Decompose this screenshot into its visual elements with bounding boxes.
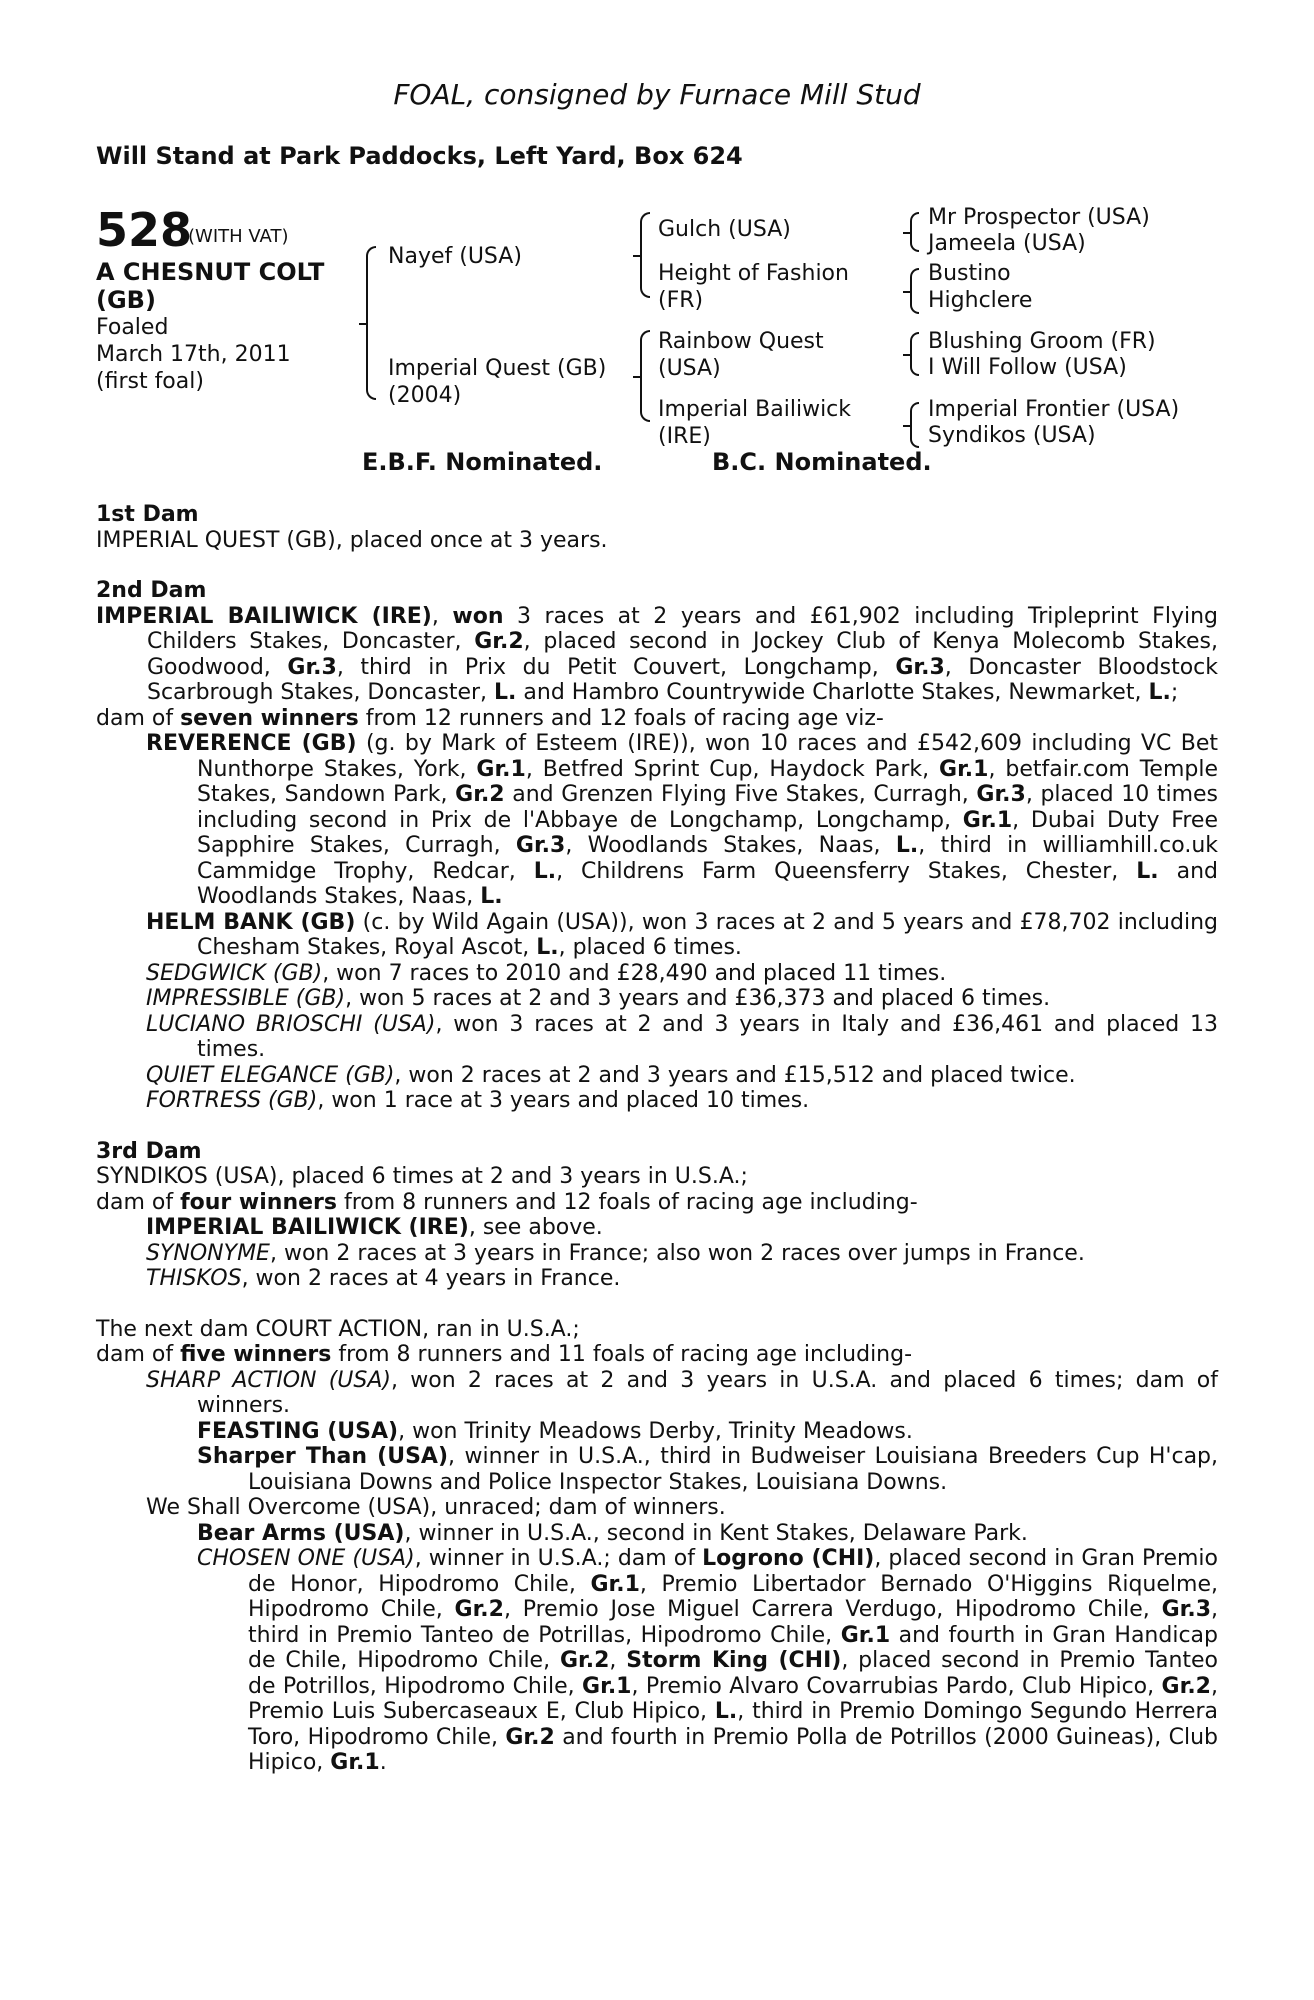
- sire-sire-name: Gulch (USA): [658, 217, 791, 242]
- next-dam-produce-summary: dam of five winners from 8 runners and 11 foals of racing age including-: [96, 1342, 913, 1367]
- ebf-nomination: E.B.F. Nominated.: [362, 448, 603, 476]
- first-dam-heading: 1st Dam: [96, 502, 199, 527]
- pedigree-brace-g34: [910, 268, 919, 314]
- dam-dam-name: Imperial Bailiwick (IRE): [658, 397, 852, 449]
- next-dam-text: The next dam COURT ACTION, ran in U.S.A.;: [96, 1316, 580, 1342]
- third-dam-produce-summary: dam of four winners from 8 runners and 12 foals of racing age including-: [96, 1189, 918, 1215]
- third-dam-heading: 3rd Dam: [96, 1138, 202, 1164]
- g4-name: Highclere: [928, 288, 1033, 313]
- produce-chosen-one: CHOSEN ONE (USA), winner in U.S.A.; dam of Logrono (CHI), placed second in Gran Premio de Honor, Hipodromo Chile, Gr.1, Premio Libertador Bernado O'Higgins Riquelme, Hipodromo Chile, Gr.2, Premio Jose Miguel Carrera Verdugo, Hipodromo Chile, Gr.3, third in Premio Tanteo de Potrillas, Hipodromo Chile, Gr.1 and fourth in Gran Handicap de Chile, Hipodromo Chile, Gr.2, Storm King (CHI), placed second in Premio Tanteo de Potrillos, Hipodromo Chile, Gr.1, Premio Alvaro Covarrubias Pardo, Club Hipico, Gr.2, Premio Luis Subercaseaux E, Club Hipico, L., third in Premio Domingo Segundo Herrera Toro, Hipodromo Chile, Gr.2 and fourth in Premio Polla de Potrillos (2000 Guineas), Club Hipico, Gr.1.: [197, 1546, 1219, 1775]
- produce-synonyme: SYNONYME, won 2 races at 3 years in France; also won 2 races over jumps in France.: [146, 1240, 1085, 1266]
- sire-name: Nayef (USA): [388, 244, 522, 269]
- produce-feasting: FEASTING (USA), won Trinity Meadows Derby, Trinity Meadows.: [197, 1418, 913, 1444]
- produce-imperial-bailiwick: IMPERIAL BAILIWICK (IRE), see above.: [146, 1215, 603, 1240]
- dam-name: IMPERIAL BAILIWICK (IRE): [96, 603, 432, 629]
- stabling-location: Will Stand at Park Paddocks, Left Yard, Box 624: [96, 142, 743, 170]
- produce-fortress: FORTRESS (GB), won 1 race at 3 years and placed 10 times.: [146, 1088, 810, 1113]
- pedigree-brace-g56: [910, 332, 919, 376]
- foaled-label: Foaled: [96, 315, 169, 340]
- produce-luciano-brioschi: LUCIANO BRIOSCHI (USA), won 3 races at 2 and 3 years in Italy and £36,461 and placed 13 times.: [146, 1011, 1219, 1062]
- g3-name: Bustino: [928, 261, 1011, 286]
- dam-name: Imperial Quest (GB) (2004): [388, 356, 607, 408]
- g5-name: Blushing Groom (FR): [928, 329, 1156, 354]
- second-dam-produce-summary: dam of seven winners from 12 runners and 12 foals of racing age viz-: [96, 705, 884, 731]
- foaled-info: [96, 314, 291, 395]
- g7-name: Imperial Frontier (USA): [928, 397, 1180, 422]
- produce-we-shall-overcome: We Shall Overcome (USA), unraced; dam of winners.: [146, 1495, 726, 1520]
- consignor-header: FOAL, consigned by Furnace Mill Stud: [393, 78, 921, 111]
- foaled-date: March 17th, 2011: [96, 342, 291, 367]
- produce-bear-arms: Bear Arms (USA), winner in U.S.A., second in Kent Stakes, Delaware Park.: [197, 1520, 1028, 1546]
- g6-name: I Will Follow (USA): [928, 355, 1127, 380]
- produce-impressible: IMPRESSIBLE (GB), won 5 races at 2 and 3 years and £36,373 and placed 6 times.: [146, 986, 1051, 1011]
- produce-sharp-action: SHARP ACTION (USA), won 2 races at 2 and 3 years in U.S.A. and placed 6 times; dam of winners.: [146, 1367, 1218, 1418]
- second-dam-heading: 2nd Dam: [96, 578, 207, 603]
- produce-helm-bank: HELM BANK (GB) (c. by Wild Again (USA)), won 3 races at 2 and 5 years and £78,702 including Chesham Stakes, Royal Ascot, L., placed 6 times.: [146, 909, 1218, 960]
- produce-quiet-elegance: QUIET ELEGANCE (GB), won 2 races at 2 and 3 years and £15,512 and placed twice.: [146, 1062, 1076, 1088]
- pedigree-brace-sire: [640, 212, 650, 298]
- dam-line-text: [96, 502, 1218, 1776]
- lot-number: 528: [96, 203, 193, 257]
- bc-nomination: B.C. Nominated.: [712, 448, 932, 476]
- produce-sharper-than: Sharper Than (USA), winner in U.S.A., third in Budweiser Louisiana Breeders Cup H'cap, Louisiana Downs and Police Inspector Stakes, Louisiana Downs.: [197, 1444, 1219, 1495]
- produce-sedgwick: SEDGWICK (GB), won 7 races to 2010 and £28,490 and placed 11 times.: [146, 960, 947, 986]
- lot-vat-note: (WITH VAT): [188, 226, 289, 247]
- produce-thiskos: THISKOS, won 2 races at 4 years in France.: [146, 1266, 621, 1291]
- g1-name: Mr Prospector (USA): [928, 205, 1150, 230]
- first-foal-note: (first foal): [96, 369, 204, 394]
- dam-sire-name: Rainbow Quest (USA): [658, 329, 824, 381]
- pedigree-brace-g12: [910, 212, 919, 252]
- g8-name: Syndikos (USA): [928, 423, 1096, 448]
- third-dam-text: SYNDIKOS (USA), placed 6 times at 2 and 3 years in U.S.A.;: [96, 1164, 748, 1189]
- lot-name: A CHESNUT COLT (GB): [96, 258, 325, 314]
- sire-dam-name: Height of Fashion (FR): [658, 261, 849, 313]
- second-dam-record: IMPERIAL BAILIWICK (IRE), won 3 races at 2 years and £61,902 including Tripleprint Flying Childers Stakes, Doncaster, Gr.2, placed second in Jockey Club of Kenya Molecomb Stakes, Goodwood, Gr.3, third in Prix du Petit Couvert, Longchamp, Gr.3, Doncaster Bloodstock Scarbrough Stakes, Doncaster, L. and Hambro Countrywide Charlotte Stakes, Newmarket, L.;: [96, 603, 1219, 705]
- g2-name: Jameela (USA): [928, 231, 1086, 256]
- pedigree-brace-dam: [640, 330, 650, 422]
- first-dam-text: IMPERIAL QUEST (GB), placed once at 3 years.: [96, 527, 608, 553]
- produce-reverence: REVERENCE (GB) (g. by Mark of Esteem (IRE)), won 10 races and £542,609 including VC Bet Nunthorpe Stakes, York, Gr.1, Betfred Sprint Cup, Haydock Park, Gr.1, betfair.com Temple Stakes, Sandown Park, Gr.2 and Grenzen Flying Five Stakes, Curragh, Gr.3, placed 10 times including second in Prix de l'Abbaye de Longchamp, Longchamp, Gr.1, Dubai Duty Free Sapphire Stakes, Curragh, Gr.3, Woodlands Stakes, Naas, L., third in williamhill.co.uk Cammidge Trophy, Redcar, L., Childrens Farm Queensferry Stakes, Chester, L. and Woodlands Stakes, Naas, L.: [146, 731, 1219, 909]
- won-word: won: [452, 603, 504, 629]
- pedigree-brace-main: [366, 246, 376, 400]
- pedigree-brace-g78: [910, 402, 919, 448]
